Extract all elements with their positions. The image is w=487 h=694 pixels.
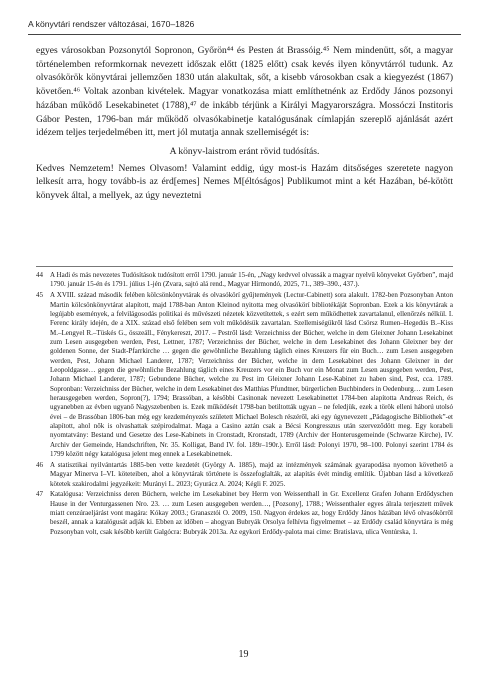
footnote-text: Katalógusa: Verzeichniss deren Büchern, welche im Lesekabinet bey Herrn von Weissenthall in Gr. Excellenz Grafen Johann Erdődyschen Hause in der Venturgassenen Nro. 23. … zum Lesen ausgegeben werden…, [Pozsony], 1788.; Weissenthaler egyes álrala terjesztett művek miatt cenzúraeljárást vont magára: Kókay 2003.; Granasztói O. 2009, 150. Nagyon érdekes az, hogy Erdődy János házában lévő olvasókörről beszél, annak a katalógusát adják ki. Ebben az időben – ahogyan Bubryák Orsolya felhívta figyelmemet – az Erdődy család könyvtára is még Pozsonyban volt, csak később került Galgócra: Bubryák 2013a. Az egykori Erdődy-palota mai címe: Bratislava, ulica Ventúrska, 1. [50, 490, 453, 536]
main-text [36, 44, 453, 203]
page-number: 19 [238, 649, 249, 660]
footnote-number: 45 [36, 291, 43, 300]
footnote-text: A XVIII. század második felében kölcsönkönyvtárak és olvasókörí gyűjtemények (Lectur-Cabinett) sora alakult. 1782-ben Pozsonyban Anton Martin kölcsönkönyvtárat alapított, majd 1788-ban Anton Kleinod nyitotta meg olvasókörí bibliotékáját Sopronban. Ezek a kis könyvtárak a legújabb események, a felvilágosodás politikai és művészeti nézetek közvetítettek, s ezért sem működhettek zavartalanul, ellenőrzés nélkül. I. Ferenc király idején, de a XIX. század első felében sem volt működésük zavartalan. Szellemiségükről lásd Csörsz Rumen–Hegedüs B.–Kiss M.–Lengyel R.–Tüskés G., összeáll., Fénykereszt, 2017. – Pestről lásd: Verzeichniss der Bücher, welche in dem Gleixner Johann Lesekabinet zum Lesen ausgegeben werden, Pest, Lettner, 1787; Verzeichniss der Bücher, welche in dem Lesekabinet des Johann Gleixner bey der goldenen Sonne, der Stadt-Pfarrkirche … gegen die gewöhnliche Bezahlung täglich eines Kreuzers für ein Buch… zum Lesen ausgegeben werden, Pest, Johann Michael Landerer, 1787; Verzeichniss der Bücher, welche in dem Lesekabinet des Johann Gleixner in der Leopoldgasse… gegen die gewöhnliche Bezahlung täglich eines Kreuzers vor ein Buch vor ein Monat zum Lesen ausgegeben werden, Pest, Johann Michael Landerer, 1787; Gebundene Bücher, welche zu Pest im Gleixner Johann Lese-Kabinet zu haben sind, Pest, cca. 1789. Sopronban: Verzeichniss der Bücher, welche in dem Lesekabinet des Matthias Pfundtner, bürgerlichen Buchbinders in Oedenburg… zum Lesen herausgegeben werden, Sopron(?), 1794; Brassóban, a későbbi Casinonak nevezett Lesekabinettet 1784-ben alapította Andreas Reich, és ugyanebben az évben ugyanő Nagyszebenben is. Ezek működését 1798-ban betiltották ugyan – ne feledjük, ezek a török elleni háború utolsó évei – de Brassóban 1806-ban még egy kezdeményezés született Michael Bolesch részéről, aki egy úgynevezett „Pädagogische Bibliothek”-et alapított, ahol nők is olvashattak szépirodalmat. Maga a Casino aztán csak a Bécsi Kongresszus után szerveződött meg. Egy korabeli nyomtatvány: Bestand und Gesetze des Lese-Kabinets in Cronstadt, Kronstadt, 1789 (Archiv der Honterusgemeinde (Schwarze Kirche), IV. Archiv der Gemeinde, Handschriften, Nr. 35. Kolligat, Band IV. fol. 189r–190r.). Erről lásd: Polonyi 1970, 98–100. Polonyi szerint 1784 és 1799 között négy katalógusa jelent meg ennek a Lesekabinetnek. [50, 291, 453, 459]
footnote-rule [36, 266, 453, 267]
footnote-47 [36, 490, 453, 537]
footnote-text: A Hadi és más nevezetes Tudósítások tudósított erről 1790. január 15-én, „Nagy kedvvel olvassák a magyar nyelvű könyveket Győrben”, majd 1790. január 15-én és 1791. július 1-jén (Zvara, sajtó alá rend., Magyar Hírmondó, 2025, 71., 389–390., 437.). [50, 271, 453, 289]
footnote-45 [36, 291, 453, 459]
footnote-number: 47 [36, 490, 43, 499]
header-rule [28, 34, 461, 35]
body-paragraph-2: Kedves Nemzetem! Nemes Olvasom! Valamint eddig, úgy most-is Hazám ditsőséges szeretete nagyon lelkesít arra, hogy tovább-is az érd[emes] Nemes M[éltóságos] Publikumot mint a két Hazában, bé-kötött könyvek által, a mellyek, az úgy neveztetni [36, 162, 453, 202]
footnotes [36, 271, 453, 539]
footnote-44 [36, 271, 453, 290]
body-paragraph-1: egyes városokban Pozsonytól Sopronon, Győrön⁴⁴ és Pesten át Brassóig.⁴⁵ Nem mindenütt, sőt, a magyar történelemben reformkornak nevezett időszak előtt (1825 előtt) csak kevés ilyen könyvtárról tudunk. Az olvasókörök könyvtárai jellemzően 1830 után alakultak, sőt, a kisebb városokban csak a kiegyezést (1867) követően.⁴⁶ Voltak azonban kivételek. Magyar vonatkozása miatt említhetnénk az Erdődy János pozsonyi házában működő Lesekabinetet (1788),⁴⁷ de inkább térjünk a Királyi Magyarországra. Mossóczi Institoris Gábor Pesten, 1796-ban már működő olvasókabinetje katalógusának címlapján szereplő ajánlását azért idézem teljes terjedelmében itt, mert jól mutatja annak szellemiségét is: [36, 45, 453, 139]
footnote-46 [36, 461, 453, 489]
footnote-text: A statisztikai nyilvántartás 1885-ben vette kezdetét (György A. 1885), majd az intézmények számának gyarapodása nyomon követhető a Magyar Minerva I–VI. köteteiben, ahol a könyvtárak története is összefoglalták, az alapítás évét mindig említik. Újabban lásd a következő kötetek szakirodalmi jegyzékeit: Murányi L. 2023; Gyurácz A. 2024; Kégli F. 2025. [50, 460, 453, 488]
footnote-number: 44 [36, 271, 43, 279]
running-header: A könyvtári rendszer változásai, 1670–1826 [28, 19, 195, 29]
quote-title: A könyv-laistrom eránt rövid tudósítás. [169, 145, 320, 157]
footnote-number: 46 [36, 460, 43, 469]
